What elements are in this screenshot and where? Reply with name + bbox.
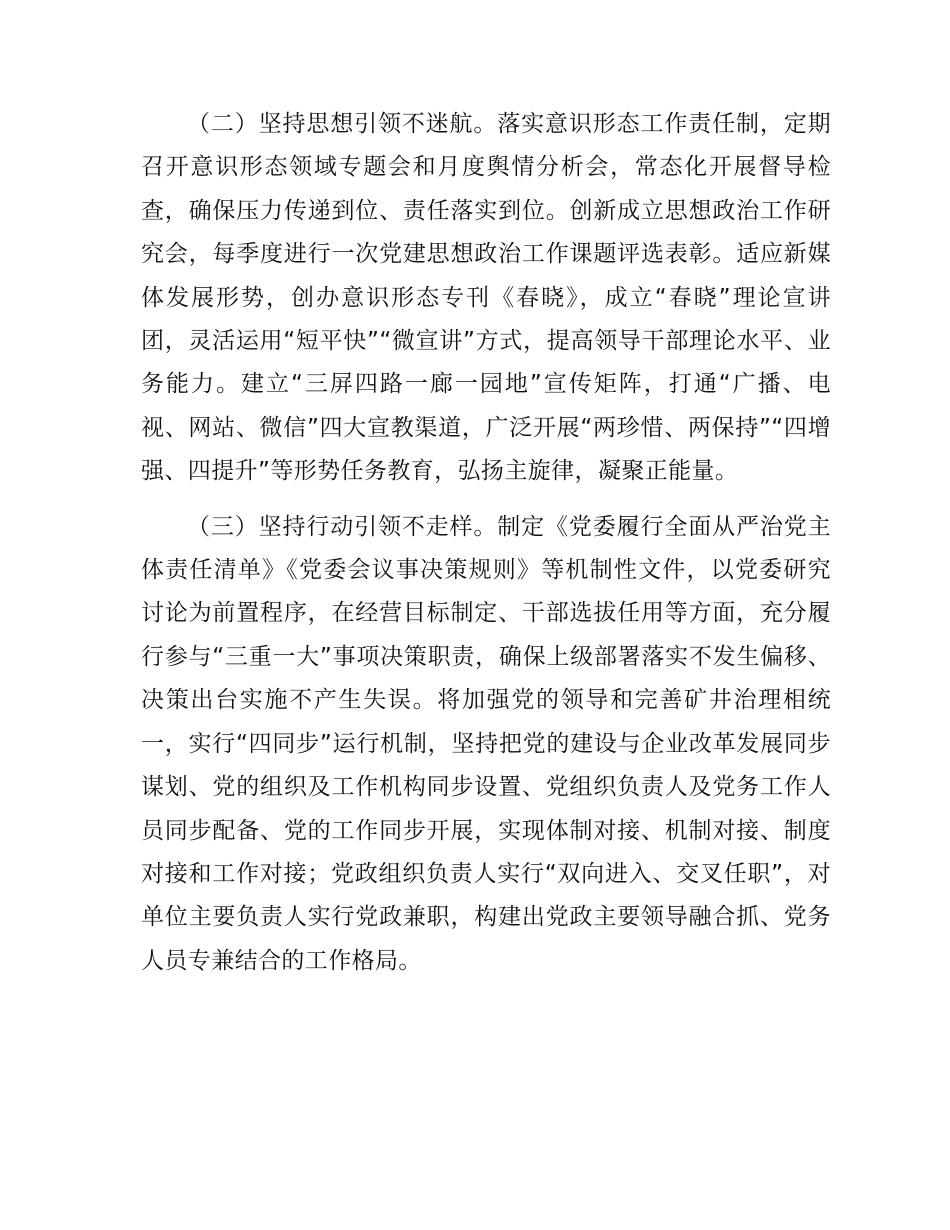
paragraph-section-2: （二）坚持思想引领不迷航。落实意识形态工作责任制，定期召开意识形态领域专题会和月度舆情分析会，常态化开展督导检查，确保压力传递到位、责任落实到位。创新成立思想政治工作研究会，每季度进行一次党建思想政治工作课题评选表彰。适应新媒体发展形势，创办意识形态专刊《春晓》，成立“春晓”理论宣讲团，灵活运用“短平快”“微宣讲”方式，提高领导干部理论水平、业务能力。建立“三屏四路一廊一园地”宣传矩阵，打通“广播、电视、网站、微信”四大宣教渠道，广泛开展“两珍惜、两保持”“四增强、四提升”等形势任务教育，弘扬主旋律，凝聚正能量。 <box>141 111 831 485</box>
document-body <box>141 103 831 983</box>
paragraph-section-3: （三）坚持行动引领不走样。制定《党委履行全面从严治党主体责任清单》《党委会议事决策规则》等机制性文件，以党委研究讨论为前置程序，在经营目标制定、干部选拔任用等方面，充分履行参与“三重一大”事项决策职责，确保上级部署落实不发生偏移、决策出台实施不产生失误。将加强党的领导和完善矿井治理相统一，实行“四同步”运行机制，坚持把党的建设与企业改革发展同步谋划、党的组织及工作机构同步设置、党组织负责人及党务工作人员同步配备、党的工作同步开展，实现体制对接、机制对接、制度对接和工作对接；党政组织负责人实行“双向进入、交叉任职”，对单位主要负责人实行党政兼职，构建出党政主要领导融合抓、党务人员专兼结合的工作格局。 <box>141 513 831 974</box>
